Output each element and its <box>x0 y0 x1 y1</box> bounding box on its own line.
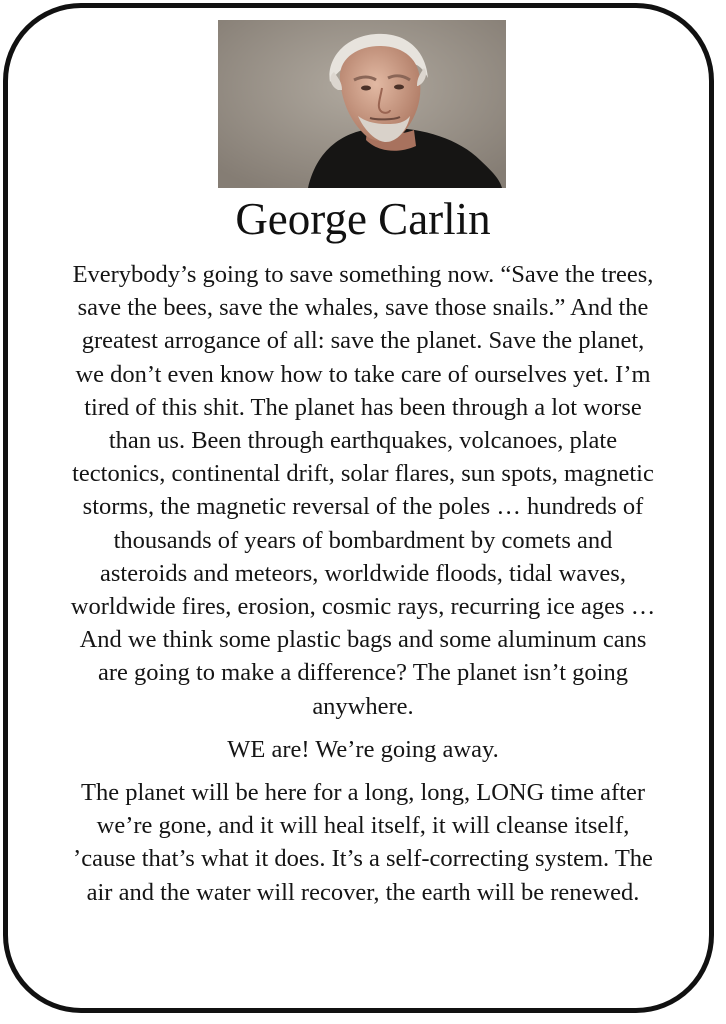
quote-text <box>68 258 658 919</box>
person-name: George Carlin <box>235 194 491 244</box>
quote-paragraph-2: WE are! We’re going away. <box>227 735 499 763</box>
quote-paragraph-1: Everybody’s going to save something now. “Save the trees, save the bees, save the whales, save those snails.” And the greatest arrogance of all: save the planet. Save the planet, we don’t even know how to take care of ourselves yet. I’m tired of this shit. The planet has been through a lot worse than us. Been through earthquakes, volcanoes, plate tectonics, continental drift, solar flares, sun spots, magnetic storms, the magnetic reversal of the poles … hundreds of thousands of years of bombardment by comets and asteroids and meteors, worldwide floods, tidal waves, worldwide fires, erosion, cosmic rays, recurring ice ages … And we think some plastic bags and some aluminum cans are going to make a difference? The planet isn’t going anywhere. <box>70 261 656 720</box>
portrait-illustration <box>218 20 506 188</box>
portrait-photo <box>218 20 506 188</box>
quote-paragraph-3: The planet will be here for a long, long, LONG time after we’re gone, and it will heal itself, it will cleanse itself, ’cause that’s what it does. It’s a self-correcting system. The air and the water will recover, the earth will be renewed. <box>73 779 653 906</box>
